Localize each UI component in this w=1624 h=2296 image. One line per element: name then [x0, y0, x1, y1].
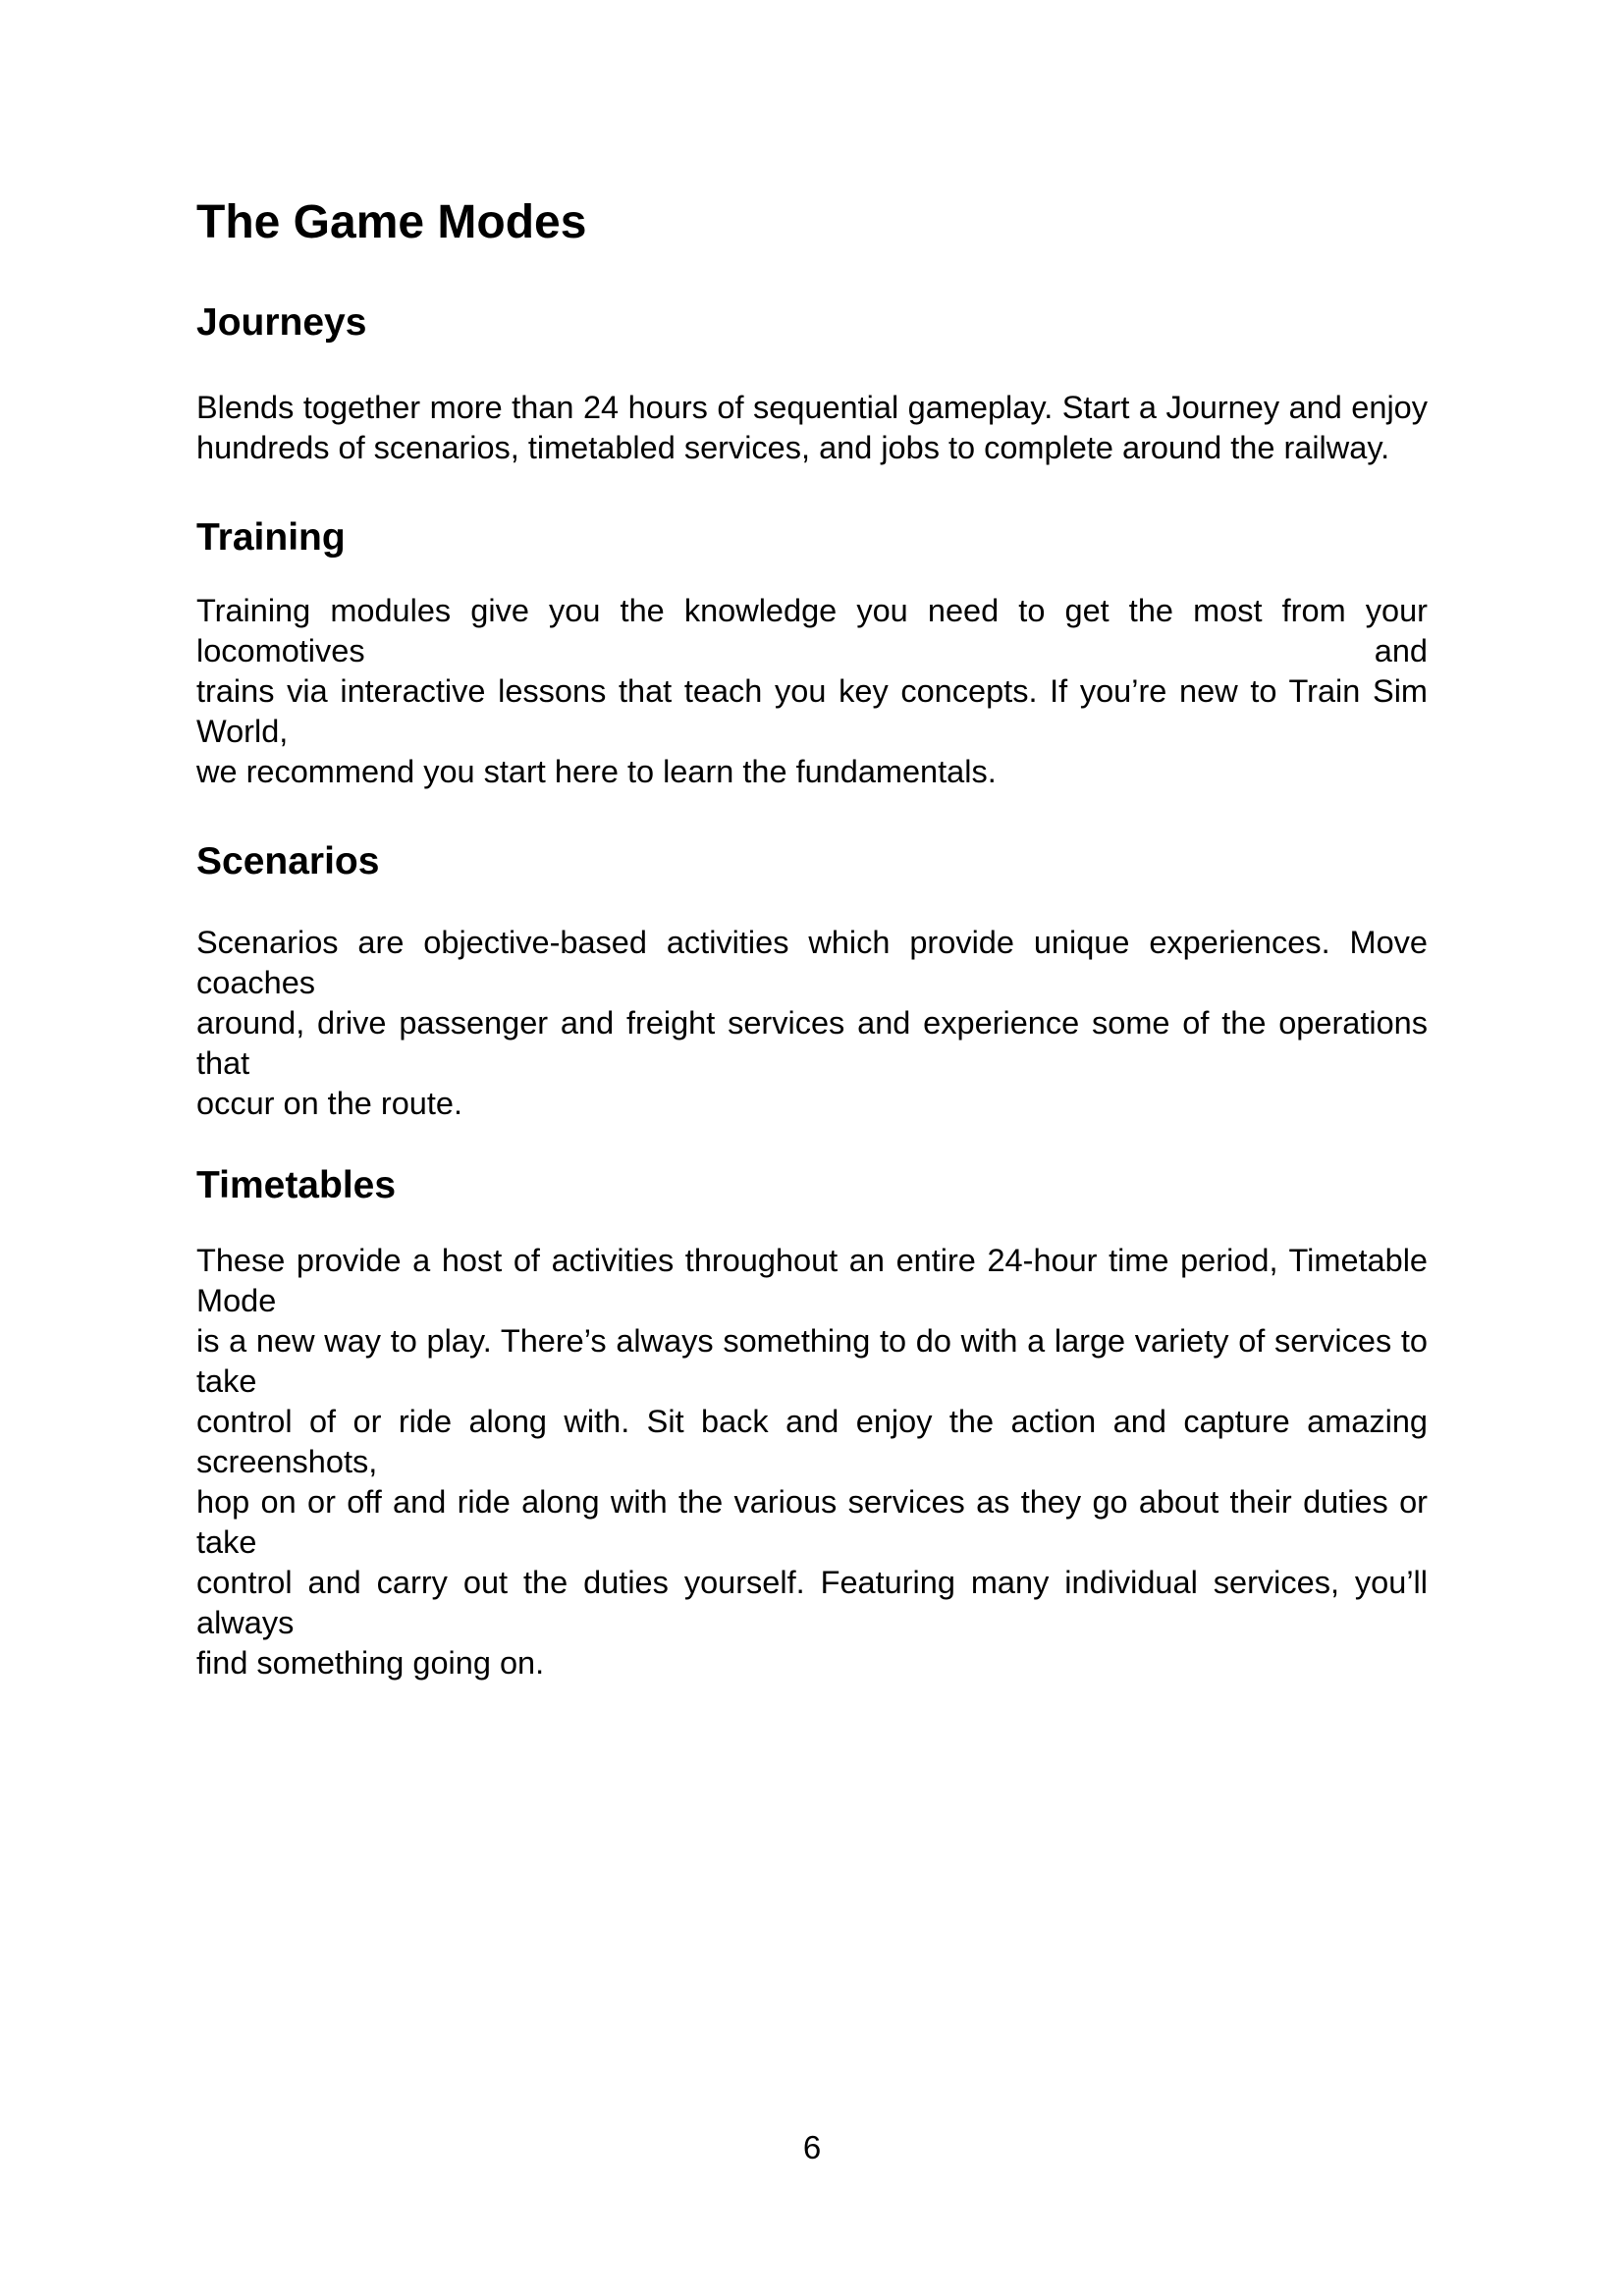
section-heading-scenarios: Scenarios: [196, 840, 380, 882]
document-page-content: [196, 0, 1428, 1683]
page-number: 6: [802, 2129, 822, 2165]
paragraph-line: hundreds of scenarios, timetabled services, and jobs to complete around the railway.: [196, 430, 1390, 465]
paragraph-line: we recommend you start here to learn the fundamentals.: [196, 754, 997, 789]
paragraph-line: control of or ride along with. Sit back and enjoy the action and capture amazing screenshots,: [196, 1404, 1428, 1479]
paragraph-line: around, drive passenger and freight services and experience some of the operations that: [196, 1005, 1428, 1081]
paragraph-line: is a new way to play. There’s always something to do with a large variety of services to take: [196, 1323, 1428, 1399]
paragraph-line: control and carry out the duties yourself. Featuring many individual services, you’ll always: [196, 1565, 1428, 1640]
section-paragraph-scenarios: [196, 923, 1428, 1124]
paragraph-line: occur on the route.: [196, 1086, 462, 1121]
section-heading-timetables: Timetables: [196, 1164, 397, 1206]
paragraph-line: Training modules give you the knowledge you need to get the most from your locomotives and: [196, 593, 1428, 668]
paragraph-line: trains via interactive lessons that teach you key concepts. If you’re new to Train Sim World,: [196, 673, 1428, 749]
paragraph-line: hop on or off and ride along with the various services as they go about their duties or take: [196, 1484, 1428, 1560]
section-heading-training: Training: [196, 516, 346, 559]
paragraph-line: These provide a host of activities throughout an entire 24-hour time period, Timetable Mode: [196, 1243, 1428, 1318]
page-title: The Game Modes: [196, 196, 587, 248]
paragraph-line: Blends together more than 24 hours of sequential gameplay. Start a Journey and enjoy: [196, 390, 1428, 425]
section-paragraph-timetables: [196, 1241, 1428, 1683]
paragraph-line: Scenarios are objective-based activities which provide unique experiences. Move coaches: [196, 925, 1428, 1000]
section-heading-journeys: Journeys: [196, 301, 367, 344]
section-paragraph-training: [196, 591, 1428, 792]
section-paragraph-journeys: [196, 388, 1428, 468]
paragraph-line: find something going on.: [196, 1645, 545, 1681]
